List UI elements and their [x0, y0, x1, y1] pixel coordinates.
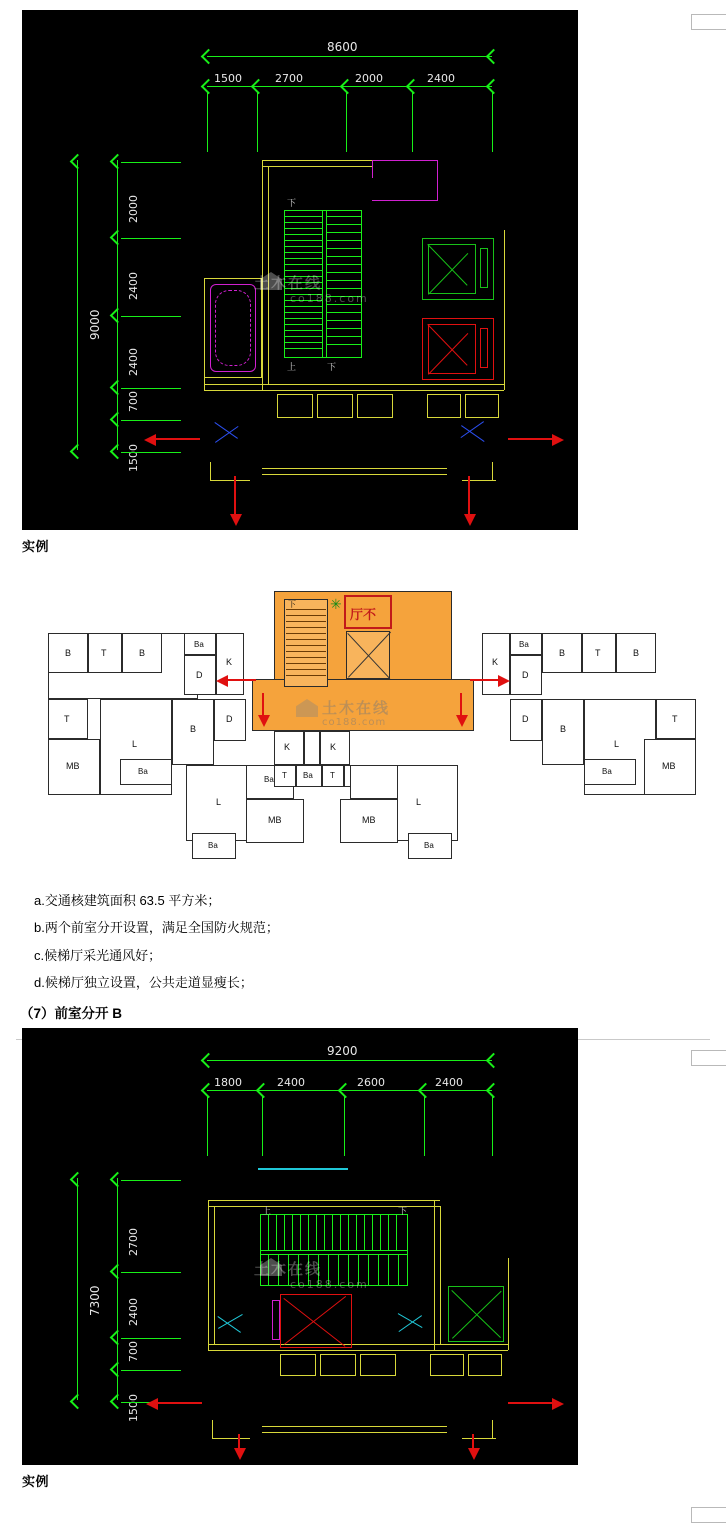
- wall: [204, 384, 504, 385]
- dim-tick: [70, 1394, 86, 1410]
- stair-step: [326, 312, 362, 313]
- dim-left-1: 2700: [127, 1228, 140, 1256]
- ext-line: [121, 388, 181, 389]
- watermark-line2: co188.com: [322, 717, 387, 728]
- dim-tick: [201, 49, 217, 65]
- note-item: d.候梯厅独立设置，公共走道显瘦长；: [34, 974, 253, 990]
- dim-tick: [70, 154, 86, 170]
- note-item: b.两个前室分开设置，满足全国防火规范；: [34, 920, 279, 936]
- watermark-line1: 土木在线: [322, 699, 391, 717]
- stair-step: [284, 252, 322, 253]
- stair-arrow-label: 上: [287, 363, 297, 373]
- window-band: [258, 1168, 348, 1170]
- wall: [208, 1200, 209, 1350]
- page-edge-mark: [691, 1050, 726, 1066]
- dim-seg-1: 1500: [214, 72, 242, 85]
- stair-step: [284, 318, 322, 319]
- door-swing: [214, 422, 238, 439]
- room-label: MB: [66, 761, 80, 771]
- ext-line: [207, 1096, 208, 1156]
- dim-line: [207, 56, 492, 57]
- ext-line: [344, 1096, 345, 1156]
- room-label: B: [190, 724, 197, 734]
- stair-step: [284, 240, 322, 241]
- apartment-plan-figure: [16, 569, 710, 879]
- caption-example-1: 实例: [22, 539, 50, 554]
- stair-mid: [260, 1254, 408, 1255]
- door-swing: [217, 1316, 241, 1333]
- dim-total-left: 7300: [88, 1285, 102, 1316]
- wall: [208, 1350, 508, 1351]
- dim-total-left: 9000: [88, 309, 102, 340]
- room-label: T: [672, 714, 678, 724]
- ext-line: [121, 1180, 181, 1181]
- ext-line: [424, 1096, 425, 1156]
- room-label: MB: [362, 815, 376, 825]
- escape-arrow-left: [144, 434, 200, 446]
- stair-arrow-label: 下: [287, 199, 297, 209]
- note-item: a.交通核建筑面积 63.5 平方米；: [34, 893, 221, 908]
- watermark-line1: 土木在线: [254, 1260, 323, 1278]
- dim-seg-4: 2400: [435, 1076, 463, 1089]
- room: [357, 394, 393, 418]
- room-label: Ba: [519, 640, 529, 649]
- room: [427, 394, 461, 418]
- wall-magenta: [372, 200, 438, 201]
- room-Ba: [350, 765, 398, 799]
- stair-step: [326, 232, 362, 233]
- stair-step: [326, 320, 362, 321]
- cad-figure-bottom: [22, 1028, 578, 1465]
- room: [465, 394, 499, 418]
- dim-tick: [70, 444, 86, 460]
- stair-step: [284, 330, 322, 331]
- dim-left-3: 2400: [127, 348, 140, 376]
- wall: [214, 1206, 215, 1344]
- stair-step: [326, 328, 362, 329]
- room-label: B: [65, 648, 72, 658]
- wall: [204, 278, 205, 390]
- ext-line: [121, 420, 181, 421]
- corridor-wall: [212, 1420, 213, 1438]
- escape-arrow-right: [508, 434, 564, 446]
- ext-line: [121, 1272, 181, 1273]
- room-label: T: [330, 771, 335, 780]
- room-label: Ba: [194, 640, 204, 649]
- stair-step: [326, 344, 362, 345]
- escape-arrow-down-2: [464, 476, 476, 526]
- room-label: Ba: [264, 775, 274, 784]
- stair-step: [284, 348, 322, 349]
- stair-step: [326, 240, 362, 241]
- elevator-door-magenta: [272, 1300, 280, 1340]
- room-label: T: [101, 648, 107, 658]
- stair-step: [284, 216, 322, 217]
- corridor-wall: [492, 462, 493, 480]
- room-label: K: [284, 742, 291, 752]
- dim-line: [117, 160, 118, 450]
- dim-tick: [486, 1083, 502, 1099]
- room-label: L: [416, 797, 422, 807]
- dim-seg-2: 2700: [275, 72, 303, 85]
- room: [360, 1354, 396, 1376]
- wall: [508, 1258, 509, 1350]
- room-label: K: [226, 657, 233, 667]
- escape-arrow-right: [470, 675, 510, 687]
- stair-step: [284, 222, 322, 223]
- room: [280, 1354, 316, 1376]
- wall-magenta: [372, 160, 438, 161]
- elevator-door-2: [480, 328, 488, 368]
- room-label: T: [64, 714, 70, 724]
- dim-tick: [251, 79, 267, 95]
- wall: [208, 1200, 440, 1201]
- wall: [440, 1206, 441, 1344]
- room-gap: [304, 731, 320, 765]
- room-label: MB: [662, 761, 676, 771]
- ext-line: [257, 92, 258, 152]
- room: [430, 1354, 464, 1376]
- ext-line: [492, 1096, 493, 1156]
- room-label: L: [614, 739, 620, 749]
- stair-step: [284, 312, 322, 313]
- dim-total-top: 9200: [327, 1044, 358, 1058]
- stair-step: [284, 246, 322, 247]
- room-label: Ba: [602, 767, 612, 776]
- wall-magenta: [372, 160, 373, 178]
- ext-line: [207, 92, 208, 152]
- dim-seg-4: 2400: [427, 72, 455, 85]
- door-swing: [398, 1315, 422, 1332]
- stair-zone: [284, 599, 328, 687]
- room-label: B: [559, 648, 566, 658]
- dim-tick: [486, 79, 502, 95]
- dim-tick: [338, 1083, 354, 1099]
- dim-tick: [340, 79, 356, 95]
- escape-arrow-left: [146, 1398, 202, 1410]
- dim-left-1: 2000: [127, 195, 140, 223]
- room: [468, 1354, 502, 1376]
- stair-step: [326, 224, 362, 225]
- dim-total-top: 8600: [327, 40, 358, 54]
- room-label: T: [282, 771, 287, 780]
- ext-line: [262, 1096, 263, 1156]
- note-item: c.候梯厅采光通风好；: [34, 947, 162, 963]
- dim-left-3: 700: [127, 1341, 140, 1362]
- escape-arrow-down-2: [456, 693, 468, 727]
- dim-left-4: 1500: [127, 1394, 140, 1422]
- escape-arrow-down-1: [234, 1434, 246, 1460]
- dim-left-2: 2400: [127, 1298, 140, 1326]
- dim-tick: [256, 1083, 272, 1099]
- wall: [208, 1344, 508, 1345]
- ext-line: [121, 452, 181, 453]
- stair-direction-label: 下: [398, 1207, 408, 1217]
- dim-left-2: 2400: [127, 272, 140, 300]
- dim-tick: [70, 1172, 86, 1188]
- stair-step: [284, 258, 322, 259]
- document-page: [0, 10, 726, 1531]
- room-label: Ba: [138, 767, 148, 776]
- room-label: B: [560, 724, 567, 734]
- stair-step: [326, 256, 362, 257]
- stair-step: [284, 234, 322, 235]
- room-label: Ba: [208, 841, 218, 850]
- stair-arrow-label: 下: [327, 363, 337, 373]
- corridor-wall: [210, 462, 211, 480]
- room-label: B: [139, 648, 146, 658]
- elevator-door: [480, 248, 488, 288]
- door-swing: [215, 426, 239, 443]
- stair-step: [326, 264, 362, 265]
- ext-line: [121, 1370, 181, 1371]
- dim-seg-1: 1800: [214, 1076, 242, 1089]
- ext-line: [121, 316, 181, 317]
- wall: [504, 230, 505, 390]
- stair-step: [284, 228, 322, 229]
- dim-tick: [486, 1053, 502, 1069]
- room-label: D: [226, 714, 233, 724]
- escape-arrow-down-1: [230, 476, 242, 526]
- door-swing: [460, 421, 484, 438]
- notes-list: [22, 893, 710, 991]
- dim-seg-3: 2600: [357, 1076, 385, 1089]
- room-label: L: [216, 797, 222, 807]
- wall: [204, 390, 504, 391]
- wall: [262, 166, 372, 167]
- ext-line: [492, 92, 493, 152]
- escape-arrow-down-1: [258, 693, 270, 727]
- stair-step: [326, 288, 362, 289]
- room-label: K: [330, 742, 337, 752]
- stair-step: [326, 280, 362, 281]
- stair-mid: [322, 210, 323, 358]
- stair-step: [326, 248, 362, 249]
- page-edge-mark: [691, 14, 726, 30]
- room-label: Ba: [303, 771, 313, 780]
- stair-step: [284, 336, 322, 337]
- stair-step: [284, 306, 322, 307]
- escape-arrow-right: [508, 1398, 564, 1410]
- escape-arrow-left: [216, 675, 256, 687]
- room-label: T: [595, 648, 601, 658]
- corridor-wall: [262, 1426, 447, 1427]
- escape-arrow-down-2: [468, 1434, 480, 1460]
- tree-icon: ✳: [330, 596, 342, 612]
- ext-line: [121, 1338, 181, 1339]
- dim-tick: [406, 79, 422, 95]
- room-label: B: [633, 648, 640, 658]
- corridor-wall: [262, 474, 447, 475]
- wall-magenta: [437, 160, 438, 200]
- door-swing: [218, 1314, 243, 1329]
- room: [317, 394, 353, 418]
- stair-direction-label: 上: [262, 1207, 272, 1217]
- corridor-wall: [262, 468, 447, 469]
- watermark-line1: 土木在线: [254, 274, 323, 292]
- room: [277, 394, 313, 418]
- caption-example-2: 实例: [22, 1474, 50, 1489]
- stair-direction-label: 下: [288, 600, 296, 609]
- ext-line: [412, 92, 413, 152]
- ext-line: [346, 92, 347, 152]
- stair-step: [284, 270, 322, 271]
- stair-mid: [260, 1250, 408, 1251]
- stair-step: [284, 264, 322, 265]
- cad-figure-top: [22, 10, 578, 530]
- dim-left-5: 1500: [127, 444, 140, 472]
- stair-step: [326, 216, 362, 217]
- room-label: Ba: [424, 841, 434, 850]
- ext-line: [121, 162, 181, 163]
- stair-label-text: 厅不: [350, 607, 377, 622]
- room-label: D: [522, 670, 529, 680]
- dim-tick: [418, 1083, 434, 1099]
- watermark-line2: co188.com: [290, 1278, 369, 1291]
- dim-seg-3: 2000: [355, 72, 383, 85]
- stair-step: [284, 324, 322, 325]
- stair-step: [326, 272, 362, 273]
- room-label: D: [522, 714, 529, 724]
- stair-step: [326, 336, 362, 337]
- dim-line: [77, 160, 78, 450]
- room-label: L: [132, 739, 138, 749]
- dim-seg-2: 2400: [277, 1076, 305, 1089]
- magenta-room-inner: [215, 290, 251, 366]
- section-heading: （7）前室分开 B: [20, 1006, 123, 1021]
- room: [320, 1354, 356, 1376]
- dim-tick: [201, 1053, 217, 1069]
- dim-left-4: 700: [127, 391, 140, 412]
- stair-step: [284, 342, 322, 343]
- dim-tick: [486, 49, 502, 65]
- corridor-wall: [262, 1432, 447, 1433]
- corridor-wall: [492, 1420, 493, 1438]
- dim-line: [207, 1060, 492, 1061]
- room-label: D: [196, 670, 203, 680]
- dim-line: [77, 1178, 78, 1400]
- watermark-line2: co188.com: [290, 292, 369, 305]
- ext-line: [121, 238, 181, 239]
- wall: [434, 1200, 435, 1350]
- room-label: MB: [268, 815, 282, 825]
- room-label: K: [492, 657, 499, 667]
